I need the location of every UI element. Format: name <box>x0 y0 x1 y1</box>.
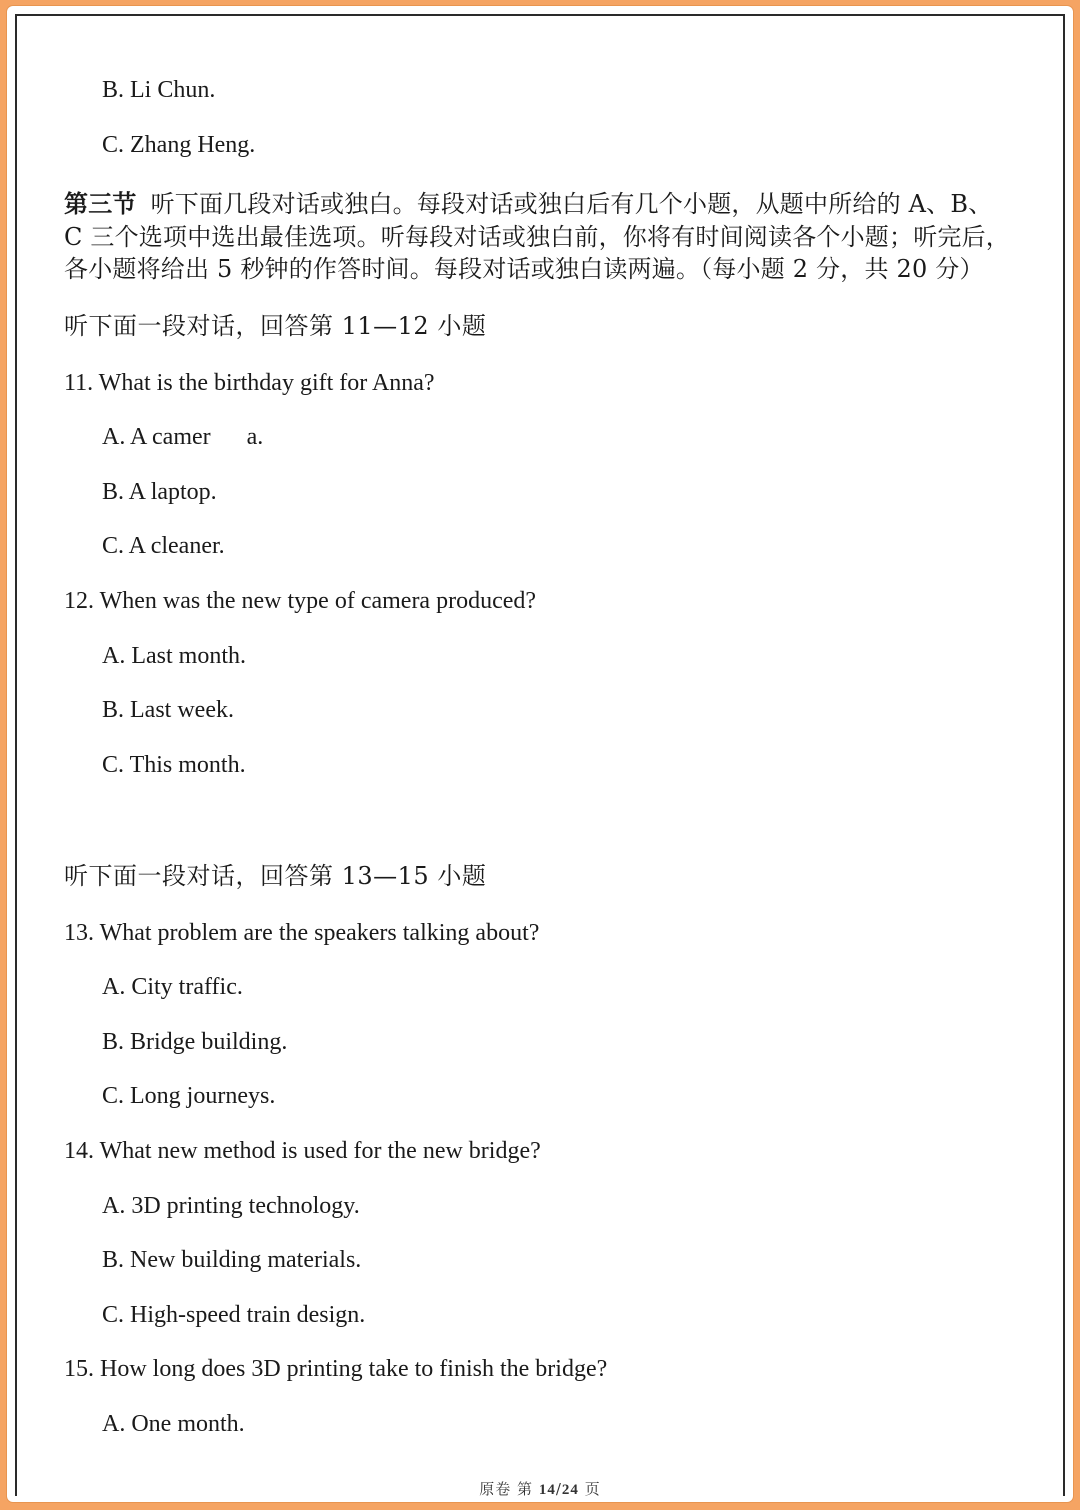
question-11-option-b: B. A laptop. <box>102 479 217 505</box>
question-14-option-a: A. 3D printing technology. <box>102 1193 360 1219</box>
exam-page <box>15 14 1065 1496</box>
footer-page-number: 14 <box>538 1482 556 1498</box>
footer-suffix: 页 <box>584 1480 601 1498</box>
question-12-option-a: A. Last month. <box>102 643 246 669</box>
page-footer <box>17 1478 1063 1499</box>
question-13-option-b: B. Bridge building. <box>102 1029 288 1055</box>
question-11-stem: 11. What is the birthday gift for Anna? <box>64 370 435 396</box>
question-11-option-c: C. A cleaner. <box>102 533 225 559</box>
section3-line3: 各小题将给出 5 秒钟的作答时间。每段对话或独白读两遍。（每小题 2 分，共 20 分） <box>64 255 984 283</box>
section3-line2: C 三个选项中选出最佳选项。听每段对话或独白前，你将有时间阅读各个小题；听完后， <box>64 222 1010 251</box>
question-13-stem: 13. What problem are the speakers talking about? <box>64 920 540 946</box>
question-11-option-a: A. A camer a. <box>102 424 264 450</box>
section3-instructions <box>64 188 1044 286</box>
question-12-stem: 12. When was the new type of camera produced? <box>64 588 537 614</box>
question-14-option-b: B. New building materials. <box>102 1247 362 1273</box>
footer-total-pages: 24 <box>561 1482 579 1498</box>
question-12-option-b: B. Last week. <box>102 697 234 723</box>
question-14-stem: 14. What new method is used for the new bridge? <box>64 1138 541 1164</box>
section3-line1: 听下面几段对话或独白。每段对话或独白后有几个小题，从题中所给的 A、B、 <box>150 190 993 218</box>
footer-separator: / <box>555 1480 562 1498</box>
question-15-stem: 15. How long does 3D printing take to finish the bridge? <box>64 1356 608 1382</box>
question-12-option-c: C. This month. <box>102 752 246 778</box>
footer-prefix: 原卷 第 <box>479 1480 534 1498</box>
group1-instruction: 听下面一段对话，回答第 11—12 小题 <box>64 312 487 340</box>
section3-heading: 第三节 <box>64 189 137 218</box>
group2-instruction: 听下面一段对话，回答第 13—15 小题 <box>64 862 487 890</box>
question-13-option-a: A. City traffic. <box>102 974 243 1000</box>
question-14-option-c: C. High-speed train design. <box>102 1302 366 1328</box>
option-prev-c: C. Zhang Heng. <box>102 132 256 158</box>
question-15-option-a: A. One month. <box>102 1411 245 1437</box>
option-prev-b: B. Li Chun. <box>102 77 216 103</box>
question-13-option-c: C. Long journeys. <box>102 1083 276 1109</box>
